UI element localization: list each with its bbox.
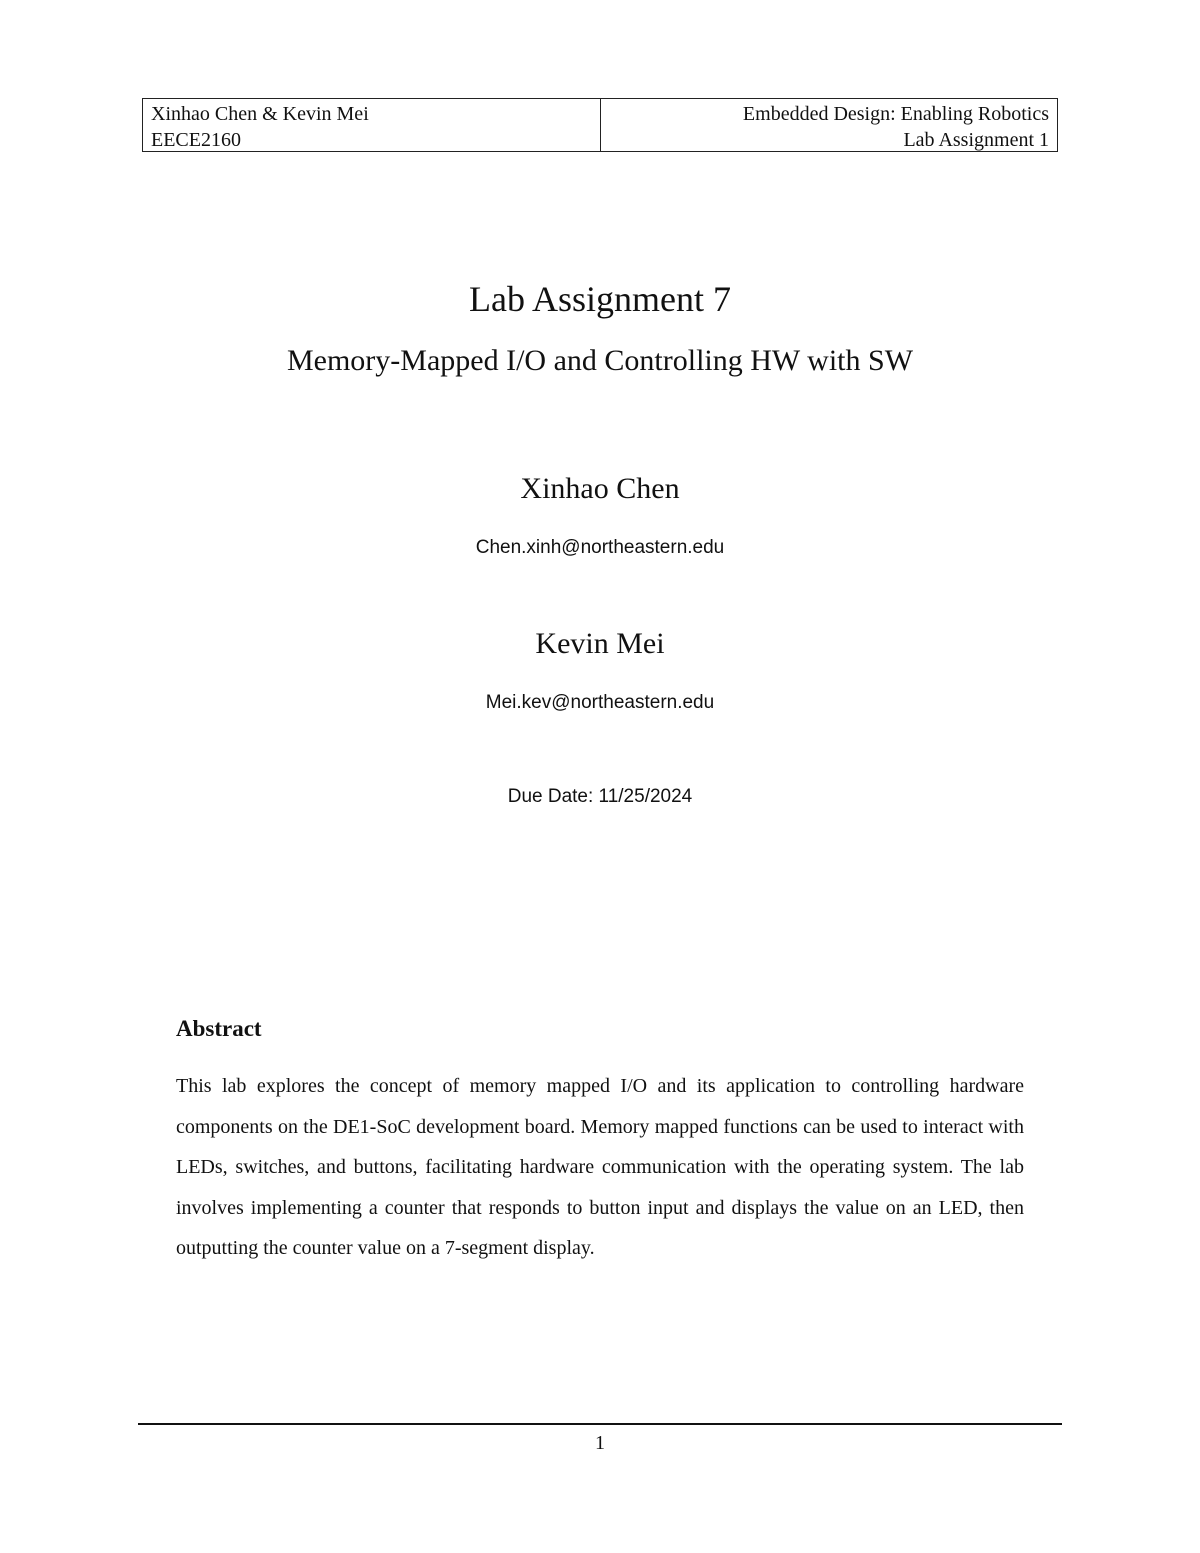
header-assignment: Lab Assignment 1 <box>903 129 1049 151</box>
author-email-1: Chen.xinh@northeastern.edu <box>475 537 725 558</box>
header-authors: Xinhao Chen & Kevin Mei <box>151 103 369 125</box>
author-email-2: Mei.kev@northeastern.edu <box>485 692 715 713</box>
document-title: Lab Assignment 7 <box>469 279 731 319</box>
footer-rule <box>138 1423 1062 1425</box>
due-date: Due Date: 11/25/2024 <box>507 786 693 807</box>
abstract-body: This lab explores the concept of memory mapped I/O and its application to controlling hardware components on the DE1-SoC development board. Memory mapped functions can be used to interact with LEDs, switches, and buttons, facilitating hardware communication with the operating system. The lab involves implementing a counter that responds to button input and displays the value on an LED, then outputting the counter value on a 7-segment display. <box>176 1075 1024 1259</box>
header-right-cell <box>601 99 1057 151</box>
running-header <box>142 98 1058 152</box>
header-course-code: EECE2160 <box>151 129 241 151</box>
document-subtitle: Memory-Mapped I/O and Controlling HW with SW <box>286 344 914 377</box>
page-number: 1 <box>595 1432 605 1454</box>
abstract-heading: Abstract <box>176 1016 262 1041</box>
header-course-title: Embedded Design: Enabling Robotics <box>742 103 1049 125</box>
header-left-cell <box>143 99 601 151</box>
author-name-1: Xinhao Chen <box>520 472 680 505</box>
author-name-2: Kevin Mei <box>535 627 665 660</box>
